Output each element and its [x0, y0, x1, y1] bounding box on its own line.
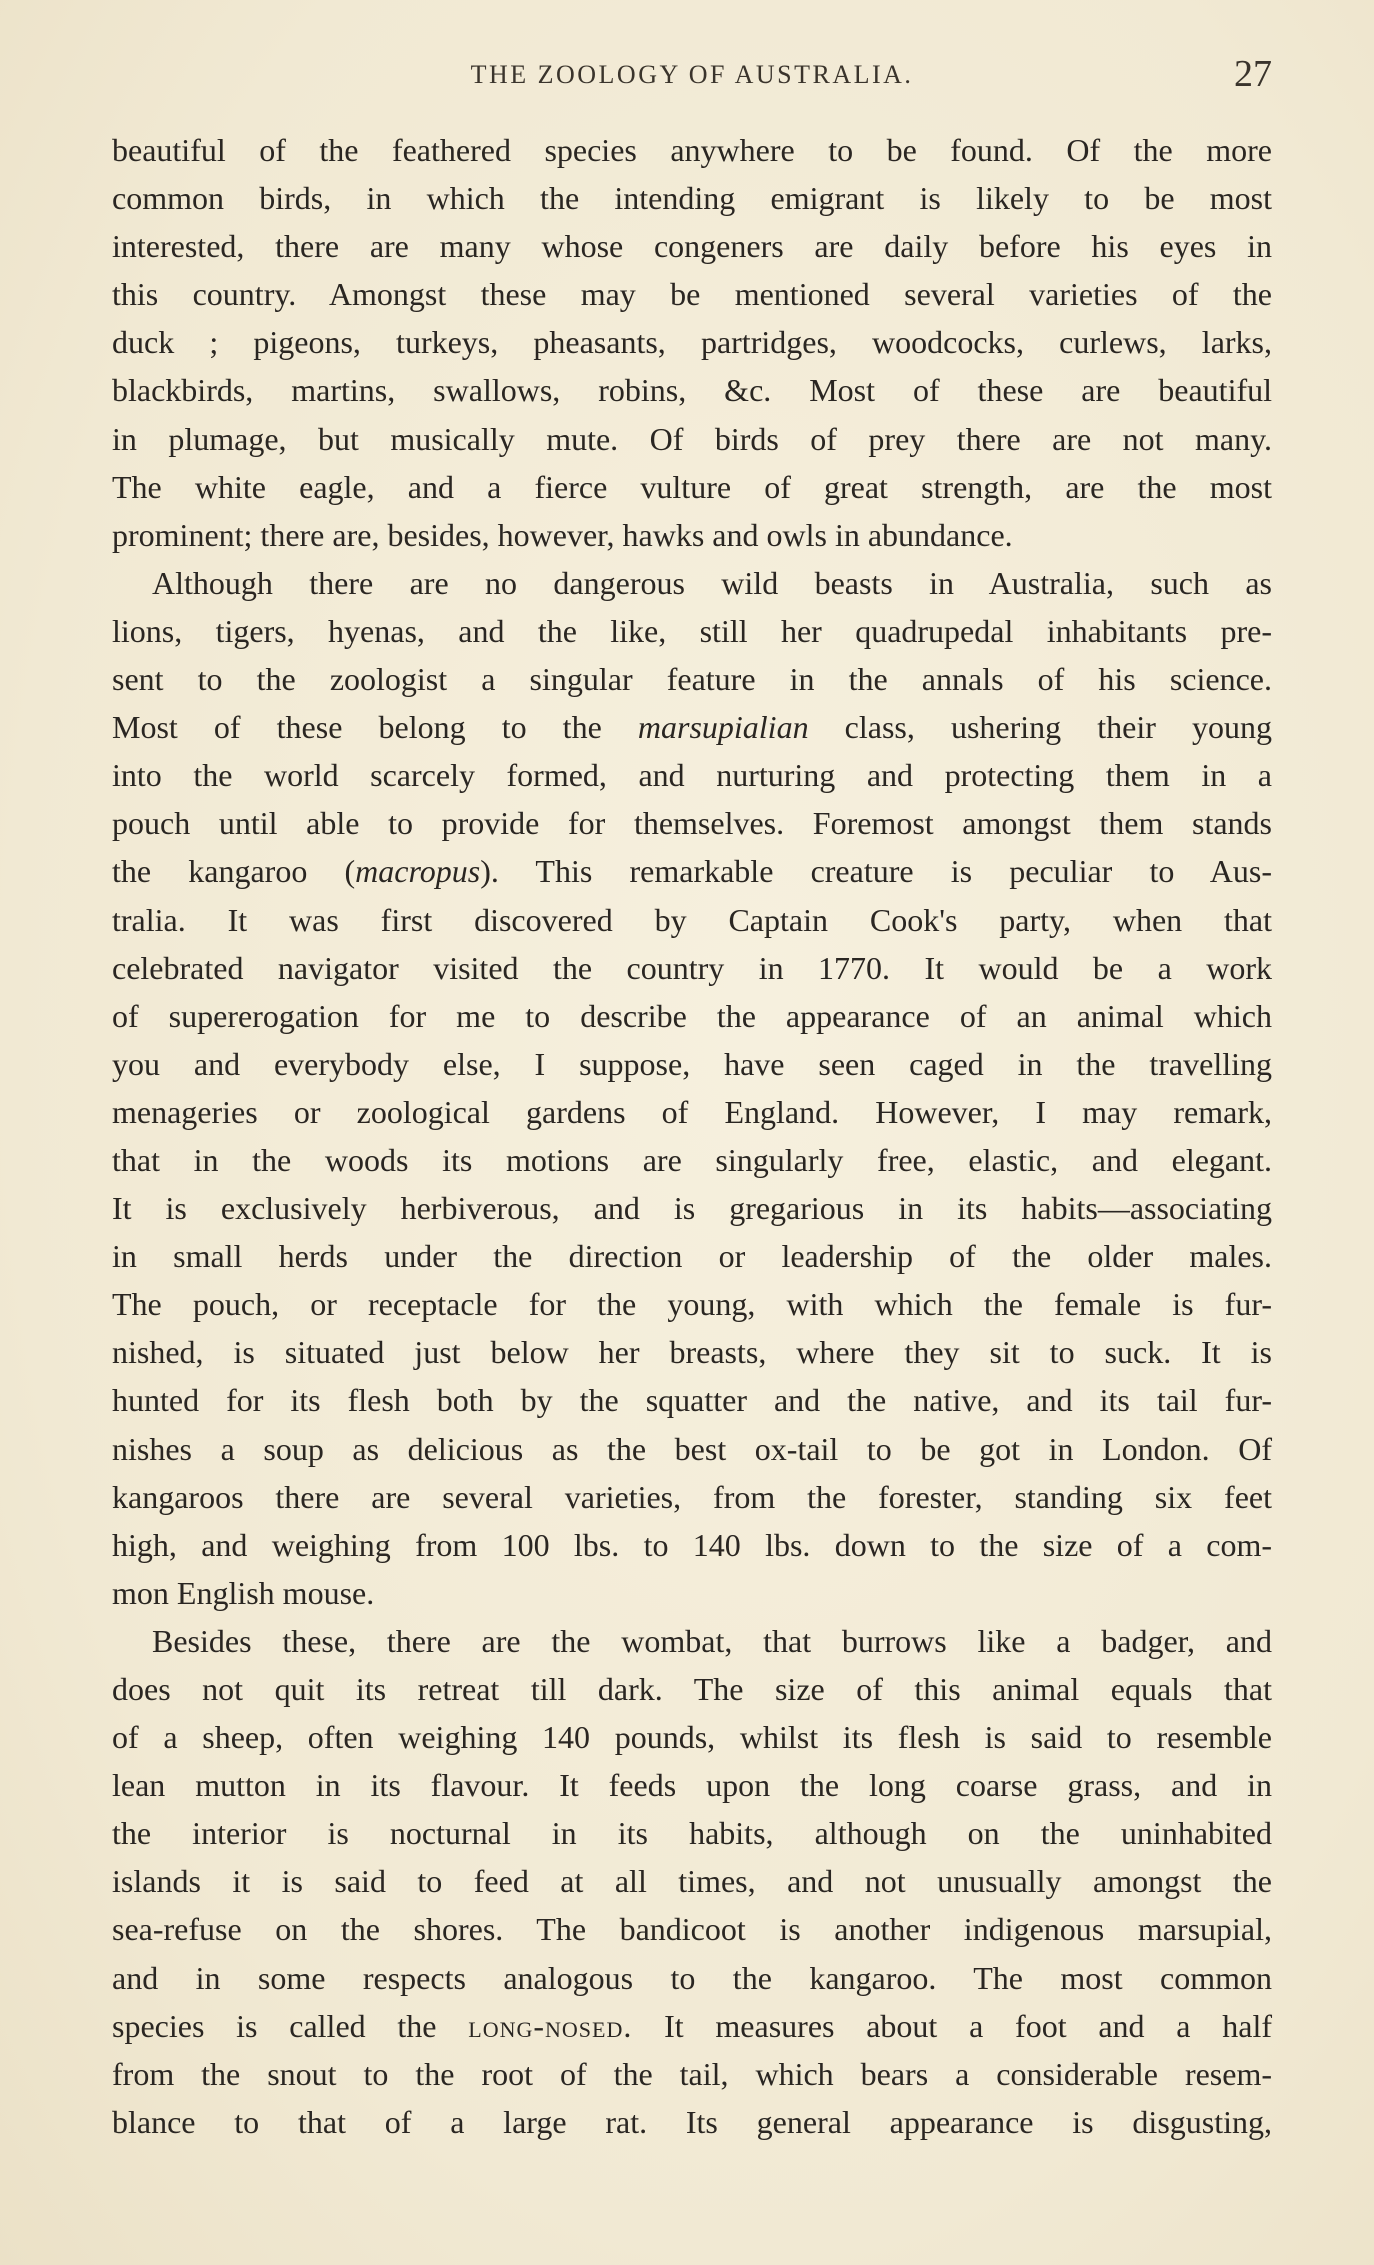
paragraph-2 — [112, 559, 1272, 1617]
text-line: tralia. It was first discovered by Captain Cook's party, when that — [112, 901, 1272, 938]
text-line: into the world scarcely formed, and nurturing and protecting them in a — [112, 757, 1272, 794]
text-line: mon English mouse. — [112, 1574, 375, 1611]
italic-term-macropus: macropus — [355, 853, 481, 890]
text-line: menageries or zoological gardens of England. However, I may remark, — [112, 1093, 1272, 1130]
text-line: and in some respects analogous to the kangaroo. The most common — [112, 1959, 1272, 1996]
text-line: celebrated navigator visited the country in 1770. It would be a work — [112, 949, 1272, 986]
text-line — [112, 703, 1272, 751]
page-number: 27 — [1234, 53, 1272, 95]
paragraph-1 — [112, 126, 1272, 559]
text-line: of a sheep, often weighing 140 pounds, whilst its flesh is said to resemble — [112, 1719, 1272, 1756]
text-line: you and everybody else, I suppose, have seen caged in the travelling — [112, 1045, 1272, 1082]
small-caps-term: long-nosed. — [468, 2007, 633, 2044]
text-line: common birds, in which the intending emigrant is likely to be most — [112, 180, 1272, 217]
text-line: duck ; pigeons, turkeys, pheasants, partridges, woodcocks, curlews, larks, — [112, 324, 1272, 361]
text-line: pouch until able to provide for themselves. Foremost amongst them stands — [112, 805, 1272, 842]
text-line: Although there are no dangerous wild beasts in Australia, such as — [152, 564, 1272, 601]
text-line: The pouch, or receptacle for the young, with which the female is fur- — [112, 1286, 1272, 1323]
text-line: does not quit its retreat till dark. The size of this animal equals that — [112, 1671, 1272, 1707]
text-line: lean mutton in its flavour. It feeds upon the long coarse grass, and in — [112, 1767, 1272, 1804]
text-line: interested, there are many whose congeners are daily before his eyes in — [112, 228, 1272, 265]
text-line: beautiful of the feathered species anywhere to be found. Of the more — [112, 132, 1272, 168]
italic-term-marsupialian: marsupialian — [637, 709, 809, 746]
text-line: prominent; there are, besides, however, hawks and owls in abundance. — [112, 516, 1013, 553]
running-head — [112, 52, 1272, 102]
text-line: in small herds under the direction or leadership of the older males. — [112, 1238, 1272, 1275]
text-line — [112, 847, 1272, 895]
text-line — [112, 2002, 1272, 2050]
running-title: THE ZOOLOGY OF AUSTRALIA. — [470, 60, 914, 89]
text-line: the interior is nocturnal in its habits, although on the uninhabited — [112, 1815, 1272, 1852]
text-run: It measures about a foot and a half — [632, 2007, 1272, 2044]
text-line: sea-refuse on the shores. The bandicoot is another indigenous marsupial, — [112, 1911, 1272, 1948]
text-run: Most of these belong to the — [112, 709, 638, 746]
text-line: blance to that of a large rat. Its general appearance is disgusting, — [112, 2103, 1272, 2140]
body-text — [112, 126, 1272, 2146]
text-line: It is exclusively herbiverous, and is gregarious in its habits—associating — [112, 1190, 1272, 1227]
text-line: from the snout to the root of the tail, which bears a considerable resem- — [112, 2055, 1272, 2092]
paragraph-3 — [112, 1617, 1272, 2146]
text-line: this country. Amongst these may be mentioned several varieties of the — [112, 276, 1272, 313]
text-run: class, ushering their young — [808, 709, 1273, 746]
text-line: that in the woods its motions are singularly free, elastic, and elegant. — [112, 1141, 1272, 1178]
text-line: blackbirds, martins, swallows, robins, &c. Most of these are beautiful — [112, 372, 1272, 409]
text-line: lions, tigers, hyenas, and the like, still her quadrupedal inhabitants pre- — [112, 612, 1272, 649]
text-line: sent to the zoologist a singular feature in the annals of his science. — [112, 661, 1272, 698]
text-line: nished, is situated just below her breasts, where they sit to suck. It is — [112, 1334, 1272, 1371]
text-run: ). This remarkable creature is peculiar to Aus- — [480, 853, 1273, 890]
text-line: nishes a soup as delicious as the best ox-tail to be got in London. Of — [112, 1430, 1272, 1467]
text-line: of supererogation for me to describe the appearance of an animal which — [112, 997, 1272, 1034]
text-line: hunted for its flesh both by the squatter and the native, and its tail fur- — [112, 1382, 1272, 1419]
text-run: the kangaroo ( — [112, 853, 356, 890]
text-line: islands it is said to feed at all times, and not unusually amongst the — [112, 1863, 1272, 1900]
text-line: The white eagle, and a fierce vulture of great strength, are the most — [112, 468, 1272, 505]
text-line: in plumage, but musically mute. Of birds of prey there are not many. — [112, 420, 1272, 457]
text-line: Besides these, there are the wombat, that burrows like a badger, and — [152, 1622, 1272, 1659]
text-run: species is called the — [112, 2007, 469, 2044]
text-line: high, and weighing from 100 lbs. to 140 lbs. down to the size of a com- — [112, 1526, 1272, 1563]
text-line: kangaroos there are several varieties, from the forester, standing six feet — [112, 1478, 1272, 1515]
